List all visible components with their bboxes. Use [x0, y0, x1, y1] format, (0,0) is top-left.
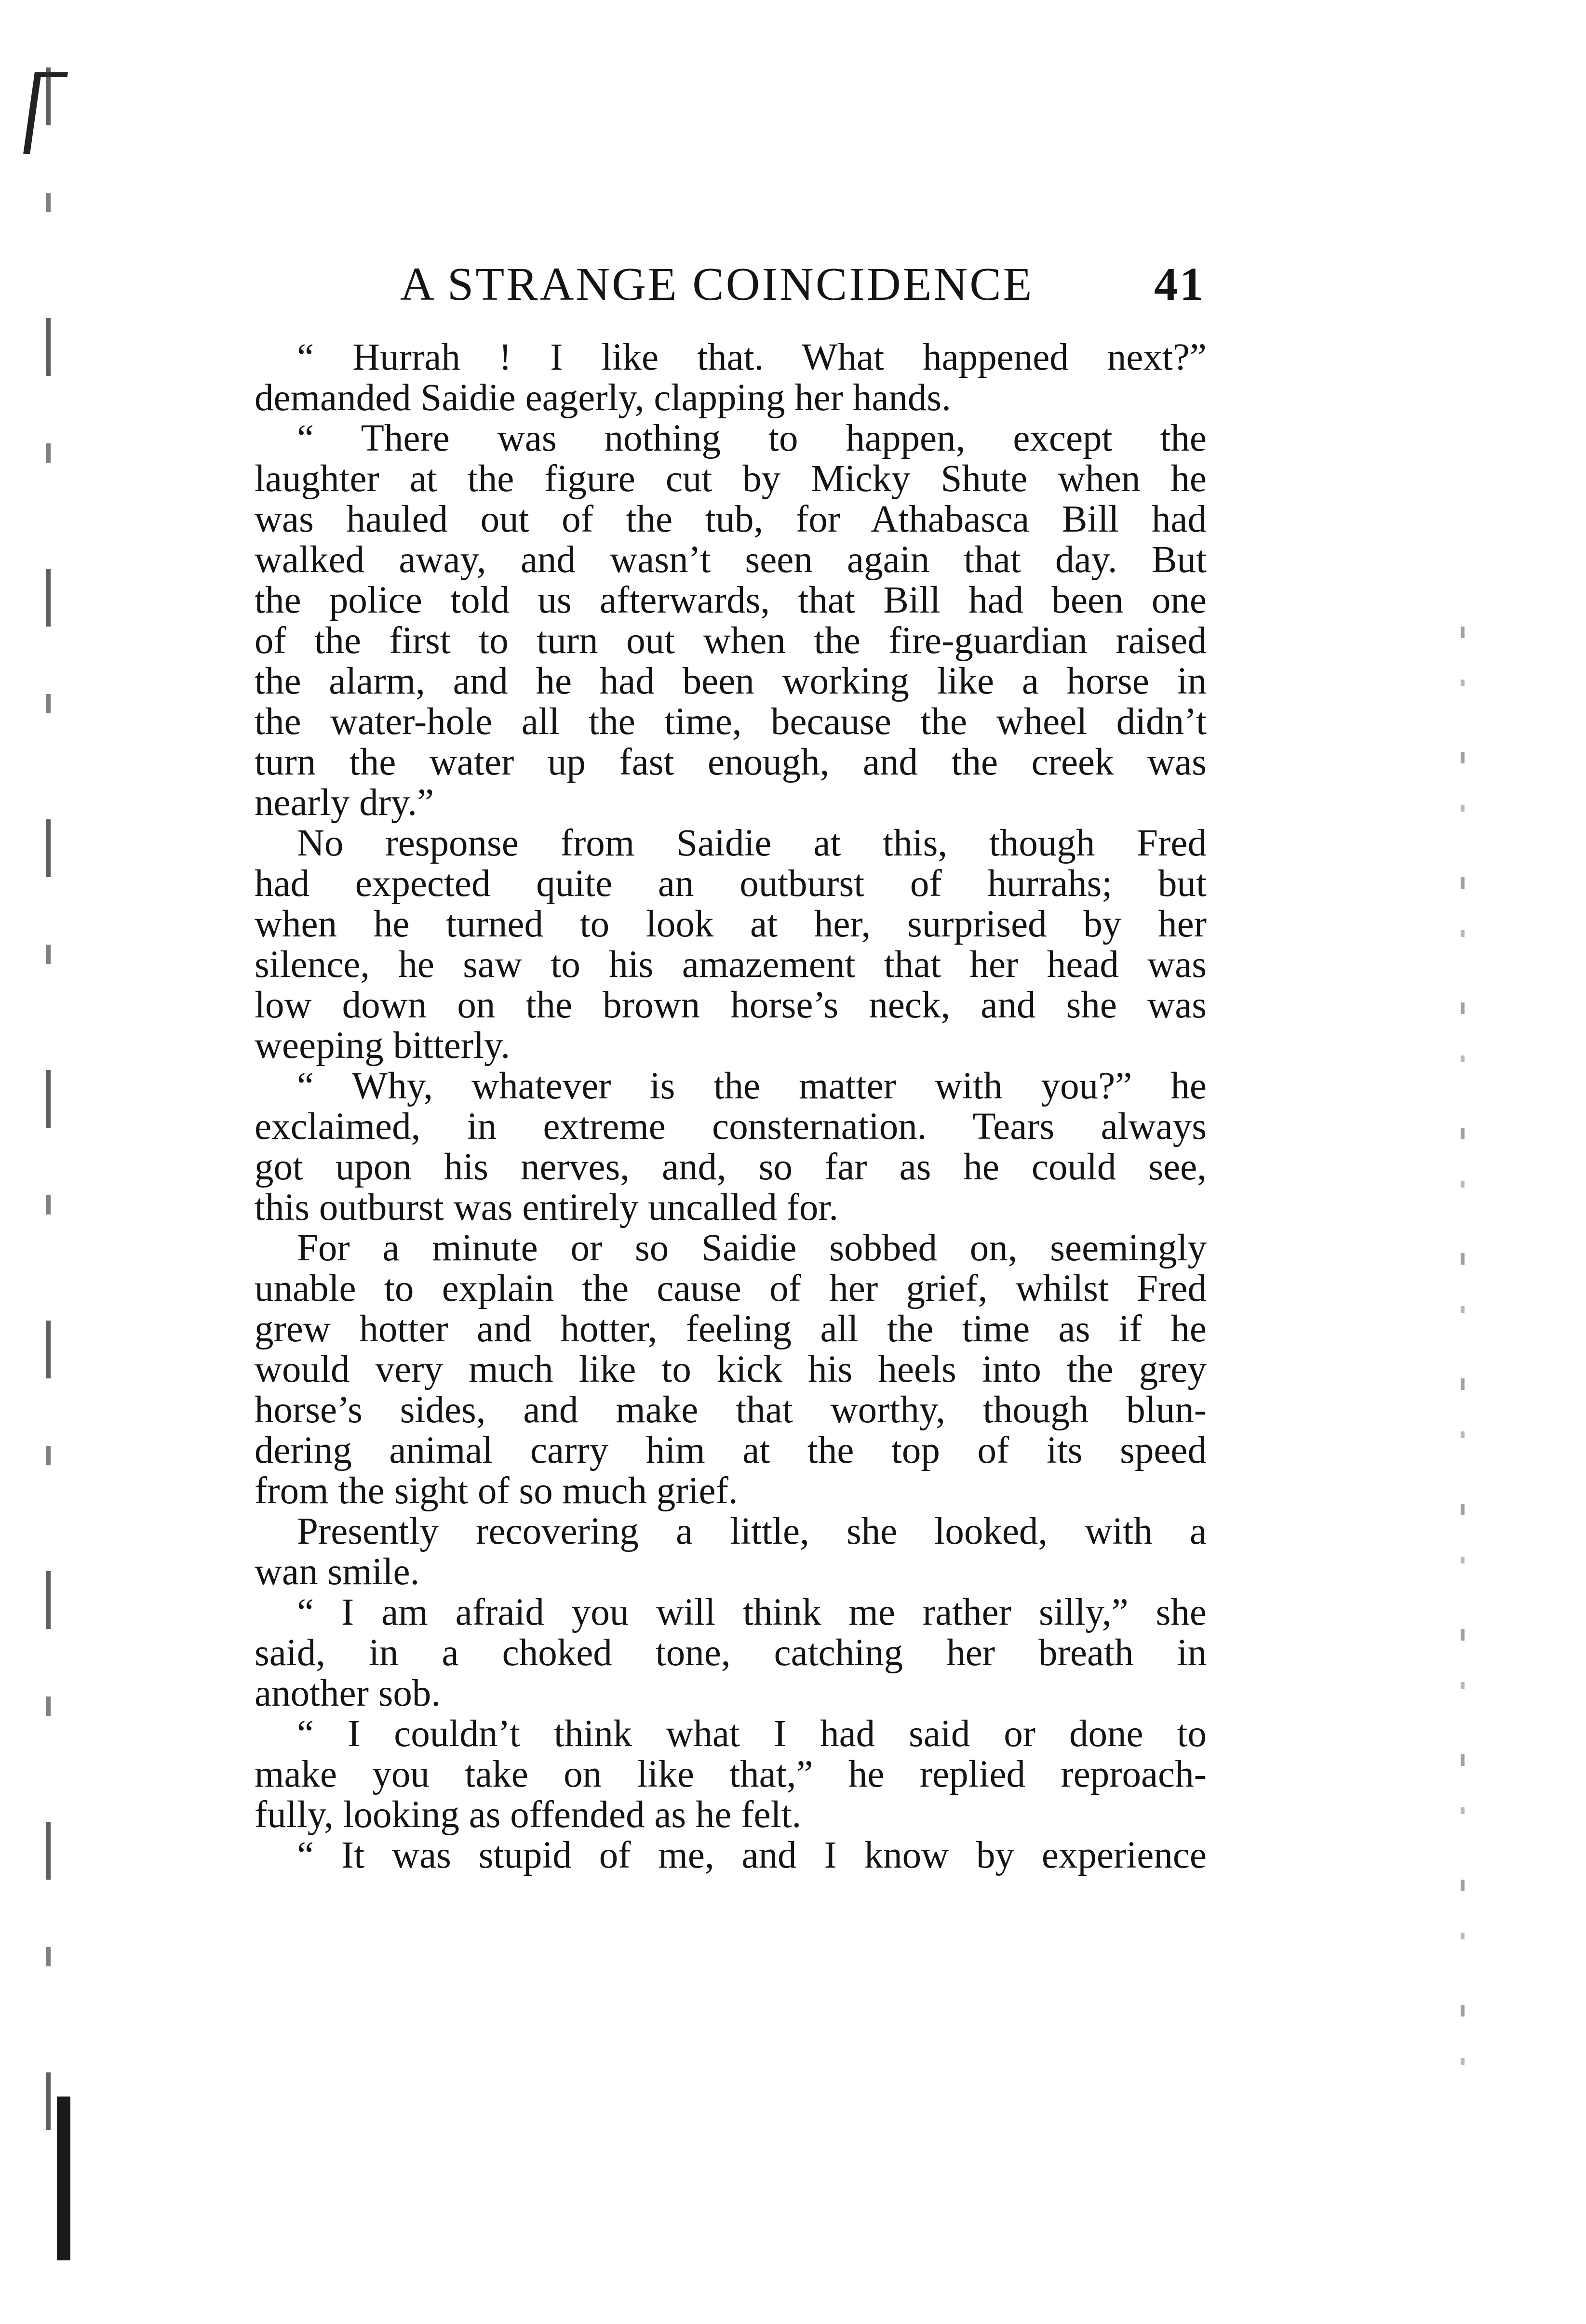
text-line: “ There was nothing to happen, except the [297, 417, 1207, 459]
text-line: “ It was stupid of me, and I know by experience [297, 1834, 1207, 1876]
page-number: 41 [1154, 258, 1205, 310]
scan-artifact-left-edge [46, 67, 51, 2188]
text-line: horse’s sides, and make that worthy, though blun- [255, 1389, 1207, 1431]
text-line: would very much like to kick his heels into the grey [255, 1349, 1207, 1390]
text-line: of the first to turn out when the fire-guardian raised [255, 620, 1207, 662]
text-line: “ Why, whatever is the matter with you?” he [297, 1065, 1207, 1107]
text-line: walked away, and wasn’t seen again that day. But [255, 539, 1207, 581]
text-line: make you take on like that,” he replied reproach- [255, 1753, 1207, 1795]
text-line: when he turned to look at her, surprised by her [255, 903, 1207, 945]
text-line: was hauled out of the tub, for Athabasca Bill had [255, 498, 1207, 540]
text-line: Presently recovering a little, she looked, with a [297, 1510, 1207, 1552]
text-line: grew hotter and hotter, feeling all the time as if he [255, 1308, 1207, 1350]
text-line: nearly dry.” [255, 782, 434, 824]
text-line: unable to explain the cause of her grief, whilst Fred [255, 1268, 1207, 1309]
text-line: said, in a choked tone, catching her breath in [255, 1632, 1207, 1674]
text-line: this outburst was entirely uncalled for. [255, 1187, 839, 1229]
text-line: For a minute or so Saidie sobbed on, seemingly [297, 1227, 1207, 1269]
running-head-title: A STRANGE COINCIDENCE [400, 258, 1034, 310]
text-line: wan smile. [255, 1551, 420, 1593]
text-line: weeping bitterly. [255, 1025, 511, 1067]
text-line: No response from Saidie at this, though Fred [297, 822, 1207, 864]
text-line: had expected quite an outburst of hurrahs; but [255, 863, 1207, 905]
text-line: fully, looking as offended as he felt. [255, 1794, 802, 1836]
text-line: another sob. [255, 1672, 441, 1714]
running-head [260, 253, 1205, 316]
text-line: demanded Saidie eagerly, clapping her hands. [255, 377, 951, 419]
text-line: laughter at the figure cut by Micky Shute when he [255, 458, 1207, 500]
text-line: dering animal carry him at the top of its speed [255, 1429, 1207, 1471]
body-text [255, 337, 1207, 1876]
text-line: the alarm, and he had been working like a horse in [255, 660, 1207, 702]
text-line: low down on the brown horse’s neck, and she was [255, 984, 1207, 1026]
text-line: “ Hurrah ! I like that. What happened next?” [297, 336, 1207, 378]
text-line: the water-hole all the time, because the wheel didn’t [255, 701, 1207, 743]
scan-artifact-right-edge [1461, 627, 1465, 2121]
text-line: silence, he saw to his amazement that her head was [255, 944, 1207, 986]
text-line: turn the water up fast enough, and the creek was [255, 741, 1207, 783]
text-line: “ I am afraid you will think me rather silly,” she [297, 1591, 1207, 1633]
text-line: “ I couldn’t think what I had said or done to [297, 1713, 1207, 1755]
text-line: exclaimed, in extreme consternation. Tears always [255, 1106, 1207, 1148]
text-line: from the sight of so much grief. [255, 1470, 738, 1512]
text-line: got upon his nerves, and, so far as he could see, [255, 1146, 1207, 1188]
text-line: the police told us afterwards, that Bill had been one [255, 579, 1207, 621]
scan-artifact-left-bar [57, 2097, 70, 2260]
